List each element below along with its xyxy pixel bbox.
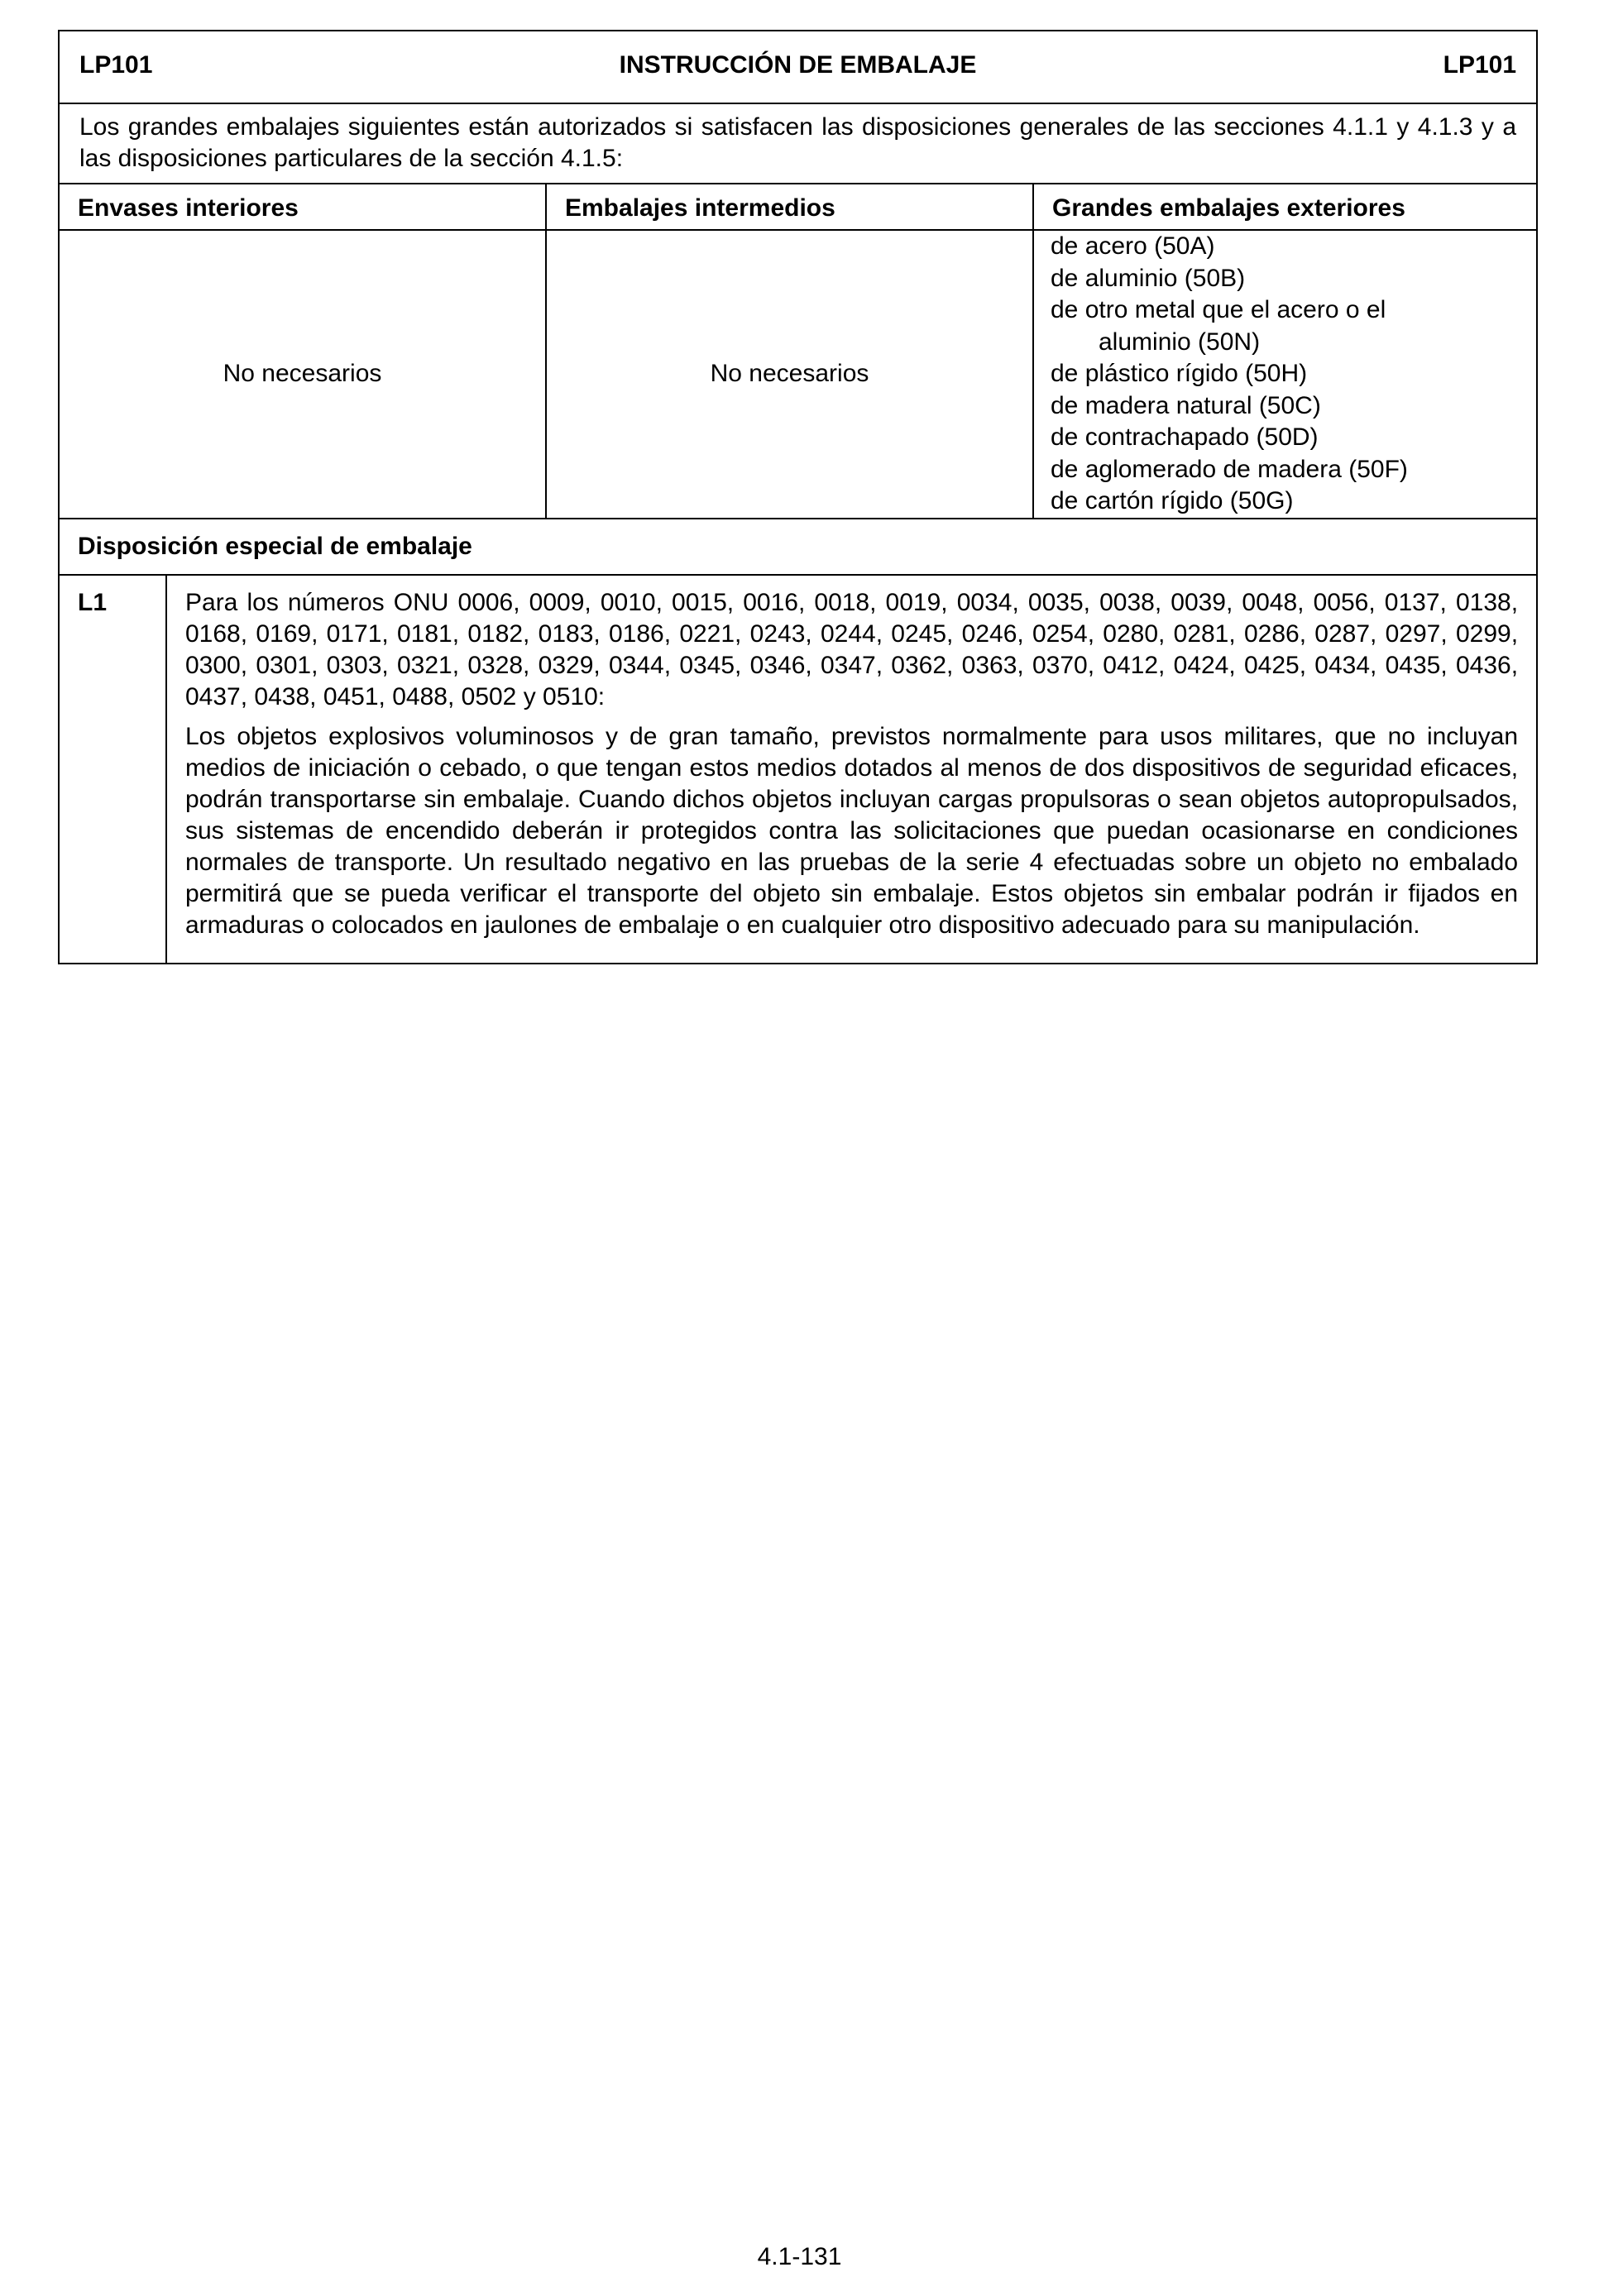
provision-paragraph-un-numbers: Para los números ONU 0006, 0009, 0010, 0015, 0016, 0018, 0019, 0034, 0035, 0038, 0039, 0048, 0056, 0137, 0138, 0168, 0169, 0171, 0181, 0182, 0183, 0186, 0221, 0243, 0244, 0245, 0246, 0254, 0280, 0281, 0286, 0287, 0297, 0299, 0300, 0301, 0303, 0321, 0328, 0329, 0344, 0345, 0346, 0347, 0362, 0363, 0370, 0412, 0424, 0425, 0434, 0435, 0436, 0437, 0438, 0451, 0488, 0502 y 0510: [185, 588, 1519, 710]
list-item: de aluminio (50B) [1051, 264, 1246, 292]
list-item: de acero (50A) [1051, 232, 1215, 260]
instruction-title: INSTRUCCIÓN DE EMBALAJE [619, 51, 977, 79]
column-header-inner: Envases interiores [78, 194, 299, 222]
outer-packaging-list [1034, 231, 1536, 518]
provision-paragraph-description: Los objetos explosivos voluminosos y de gran tamaño, previstos normalmente para usos militares, que no incluyan medios de iniciación o cebado, o que tengan estos medios dotados al menos de dos dispositivos de seguridad eficaces, podrán transportarse sin embalaje. Cuando dichos objetos incluyan cargas propulsoras o sean objetos autopropulsados, sus sistemas de encendido deberán ir protegidos contra las solicitaciones que puedan ocasionarse en condiciones normales de transporte. Un resultado negativo en las pruebas de la serie 4 efectuadas sobre un objeto no embalado permitirá que se pueda verificar el transporte del objeto sin embalaje. Estos objetos sin embalar podrán ir fijados en armaduras o colocados en jaulones de embalaje o en cualquier otro dispositivo adecuado para su manipulación. [185, 722, 1519, 939]
outer-packaging-cell [1033, 230, 1537, 519]
list-item: aluminio (50N) [1099, 328, 1261, 356]
inner-packaging-cell [59, 230, 546, 519]
packing-instruction-table [58, 30, 1538, 964]
column-header-row [59, 184, 1537, 230]
header-row [59, 31, 1537, 103]
page-number: 4.1-131 [757, 2243, 842, 2270]
special-provision-heading: Disposición especial de embalaje [78, 532, 472, 560]
intro-text: Los grandes embalajes siguientes están autorizados si satisfacen las disposiciones generales de las secciones 4.1.1 y 4.1.3 y a las disposiciones particulares de la sección 4.1.5: [79, 113, 1517, 172]
list-item: de plástico rígido (50H) [1051, 360, 1308, 387]
header-cell [59, 31, 1537, 103]
list-item: de aglomerado de madera (50F) [1051, 455, 1408, 483]
provision-block [60, 576, 1536, 963]
instruction-code-left: LP101 [79, 51, 153, 79]
list-item: de contrachapado (50D) [1051, 423, 1319, 451]
special-provision-row [59, 575, 1537, 964]
provision-text [167, 576, 1536, 963]
list-item: de madera natural (50C) [1051, 391, 1321, 419]
packaging-row [59, 230, 1537, 519]
instruction-code-right: LP101 [1443, 51, 1517, 79]
intermediate-packaging-cell [546, 230, 1033, 519]
column-header-intermediate: Embalajes intermedios [565, 194, 835, 222]
list-item: de cartón rígido (50G) [1051, 487, 1294, 514]
list-item: de otro metal que el acero o el [1051, 296, 1386, 323]
inner-packaging-value: No necesarios [223, 360, 382, 388]
intro-row [59, 103, 1537, 184]
special-provision-heading-row [59, 519, 1537, 575]
column-header-outer: Grandes embalajes exteriores [1052, 194, 1405, 222]
intermediate-packaging-value: No necesarios [710, 360, 869, 388]
provision-code: L1 [60, 576, 167, 963]
